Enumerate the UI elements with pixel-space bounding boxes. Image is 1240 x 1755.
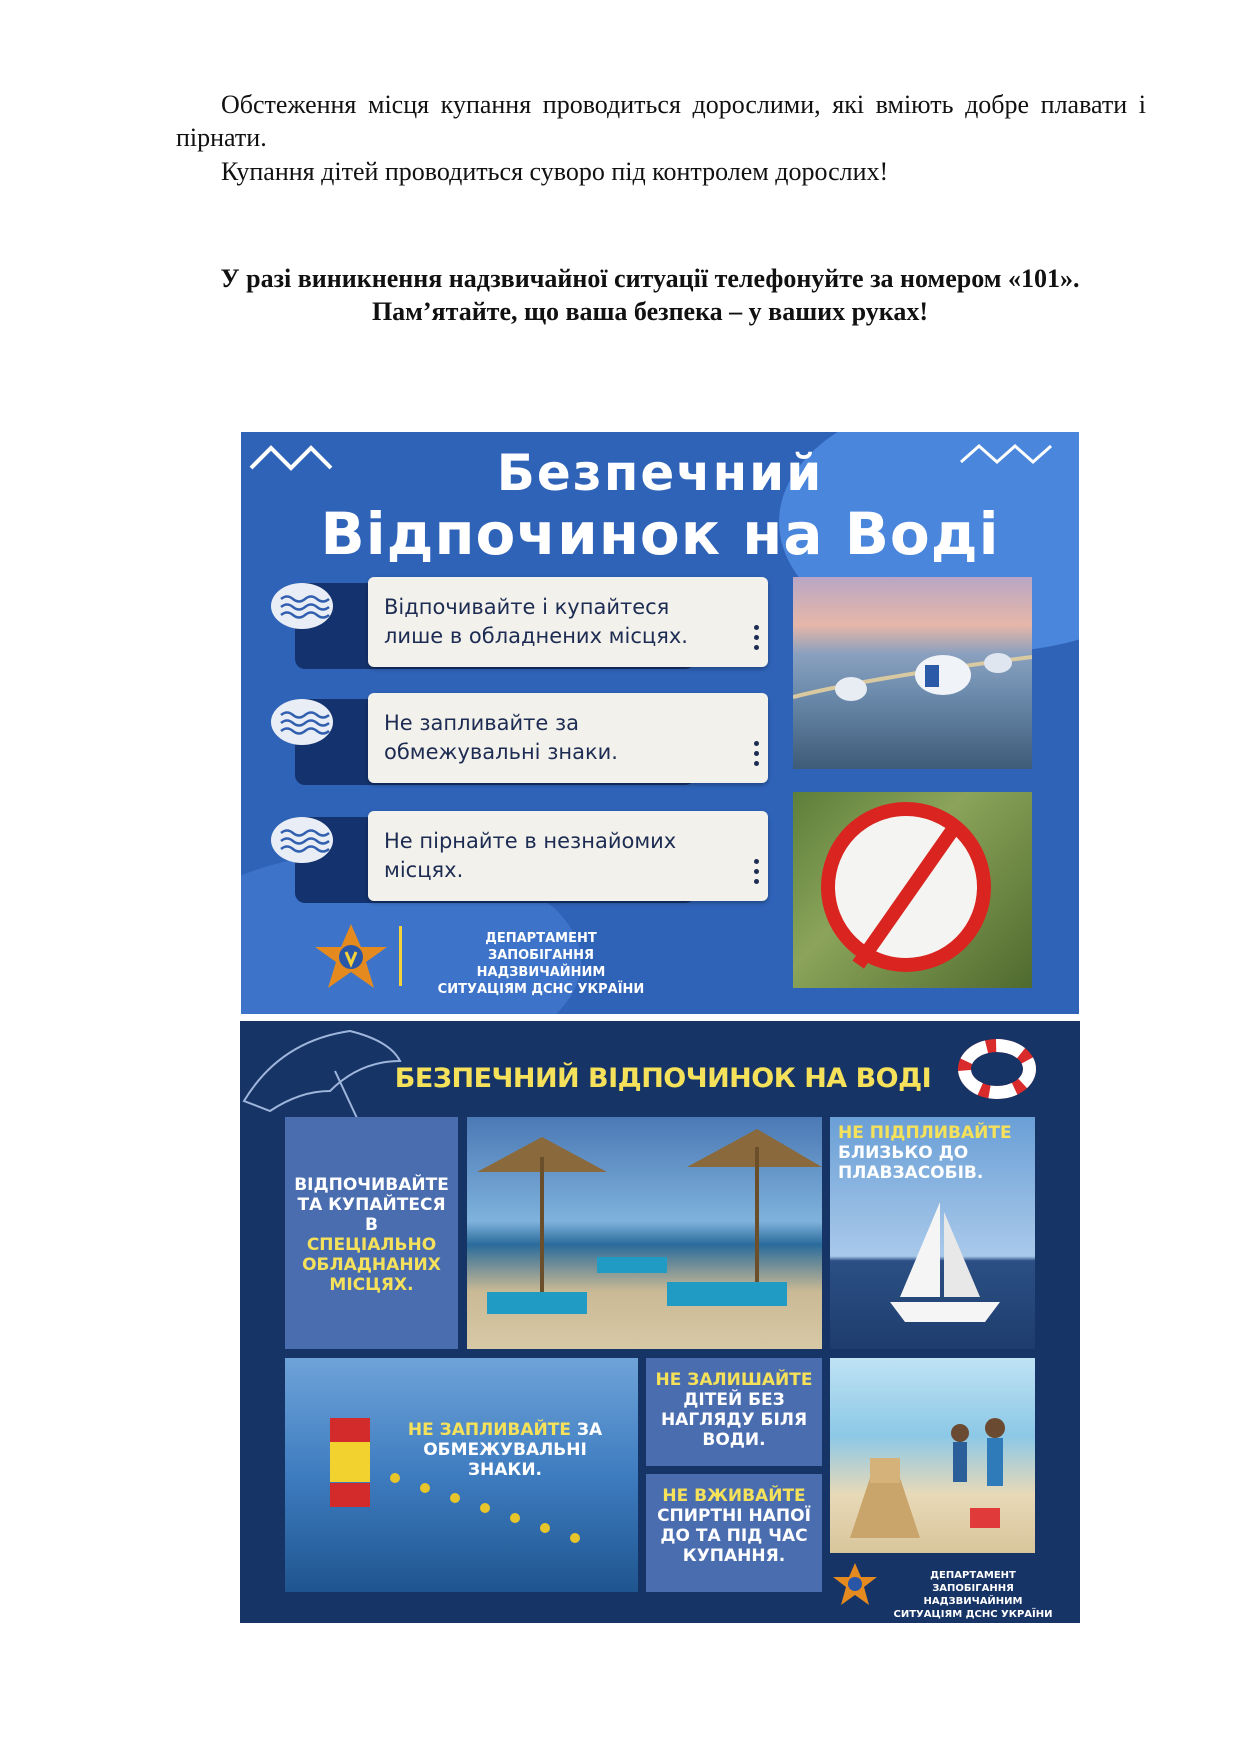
dsns-label: ДЕПАРТАМЕНТ ЗАПОБІГАННЯ НАДЗВИЧАЙНИМ СИТУАЦІЯМ ДСНС УКРАЇНИ xyxy=(893,1570,1053,1620)
dsns-label: ДЕПАРТАМЕНТ ЗАПОБІГАННЯ НАДЗВИЧАЙНИМ СИТУАЦІЯМ ДСНС УКРАЇНИ xyxy=(437,931,645,997)
tip-card xyxy=(271,577,701,669)
buoy-markers-photo: НЕ ЗАПЛИВАЙТЕ ЗА ОБМЕЖУВАЛЬНІ ЗНАКИ. xyxy=(285,1358,638,1592)
poster2-title: БЕЗПЕЧНИЙ ВІДПОЧИНОК НА ВОДІ xyxy=(394,1063,932,1094)
tip-cell-alcohol: НЕ ВЖИВАЙТЕ СПИРТНІ НАПОЇ ДО ТА ПІД ЧАС КУПАННЯ. xyxy=(646,1474,822,1592)
tip-cell-children: НЕ ЗАЛИШАЙТЕ ДІТЕЙ БЕЗ НАГЛЯДУ БІЛЯ ВОДИ. xyxy=(646,1358,822,1466)
poster1-title-line2: Відпочинок на Воді xyxy=(320,500,1000,568)
dsns-emblem-icon xyxy=(311,922,391,992)
tip-card xyxy=(271,811,701,903)
poster1-title-line1: Безпечний xyxy=(496,444,824,502)
more-icon xyxy=(754,625,760,655)
sailboat-photo: НЕ ПІДПЛИВАЙТЕ БЛИЗЬКО ДО ПЛАВЗАСОБІВ. xyxy=(830,1117,1035,1349)
waves-icon xyxy=(271,817,333,863)
waves-icon xyxy=(271,699,333,745)
buoy-line-photo xyxy=(793,577,1032,769)
tip-card xyxy=(271,693,701,785)
waves-icon xyxy=(271,583,333,629)
dsns-emblem-icon xyxy=(830,1561,880,1611)
tip-text: Відпочивайте і купайтеся лише в обладнених місцях. xyxy=(384,595,688,648)
dsns-logo-block xyxy=(830,1561,1060,1621)
tip-cell-equipped-places: ВІДПОЧИВАЙТЕ ТА КУПАЙТЕСЯ В СПЕЦІАЛЬНО ОБЛАДНАНИХ МІСЦЯХ. xyxy=(285,1117,458,1349)
safety-reminder: Пам’ятайте, що ваша безпека – у ваших руках! xyxy=(371,297,929,326)
beach-umbrellas-photo xyxy=(467,1117,822,1349)
no-diving-sign-photo xyxy=(793,792,1032,988)
no-diving-icon xyxy=(821,802,991,972)
family-beach-photo xyxy=(830,1358,1035,1553)
paragraph-inspection: Обстеження місця купання проводиться дорослими, які вміють добре плавати і пірнати. xyxy=(176,90,1146,152)
dsns-logo-block xyxy=(311,922,671,997)
more-icon xyxy=(754,741,760,771)
emergency-notice: У разі виникнення надзвичайної ситуації телефонуйте за номером «101». xyxy=(220,264,1080,293)
more-icon xyxy=(754,859,760,889)
poster-safe-rest-1 xyxy=(241,432,1079,1014)
paragraph-children: Купання дітей проводиться суворо під контролем дорослих! xyxy=(221,157,889,186)
tip-text: Не запливайте за обмежувальні знаки. xyxy=(384,711,618,764)
tip-text: Не пірнайте в незнайомих місцях. xyxy=(384,829,677,882)
poster-safe-rest-2 xyxy=(240,1021,1080,1623)
